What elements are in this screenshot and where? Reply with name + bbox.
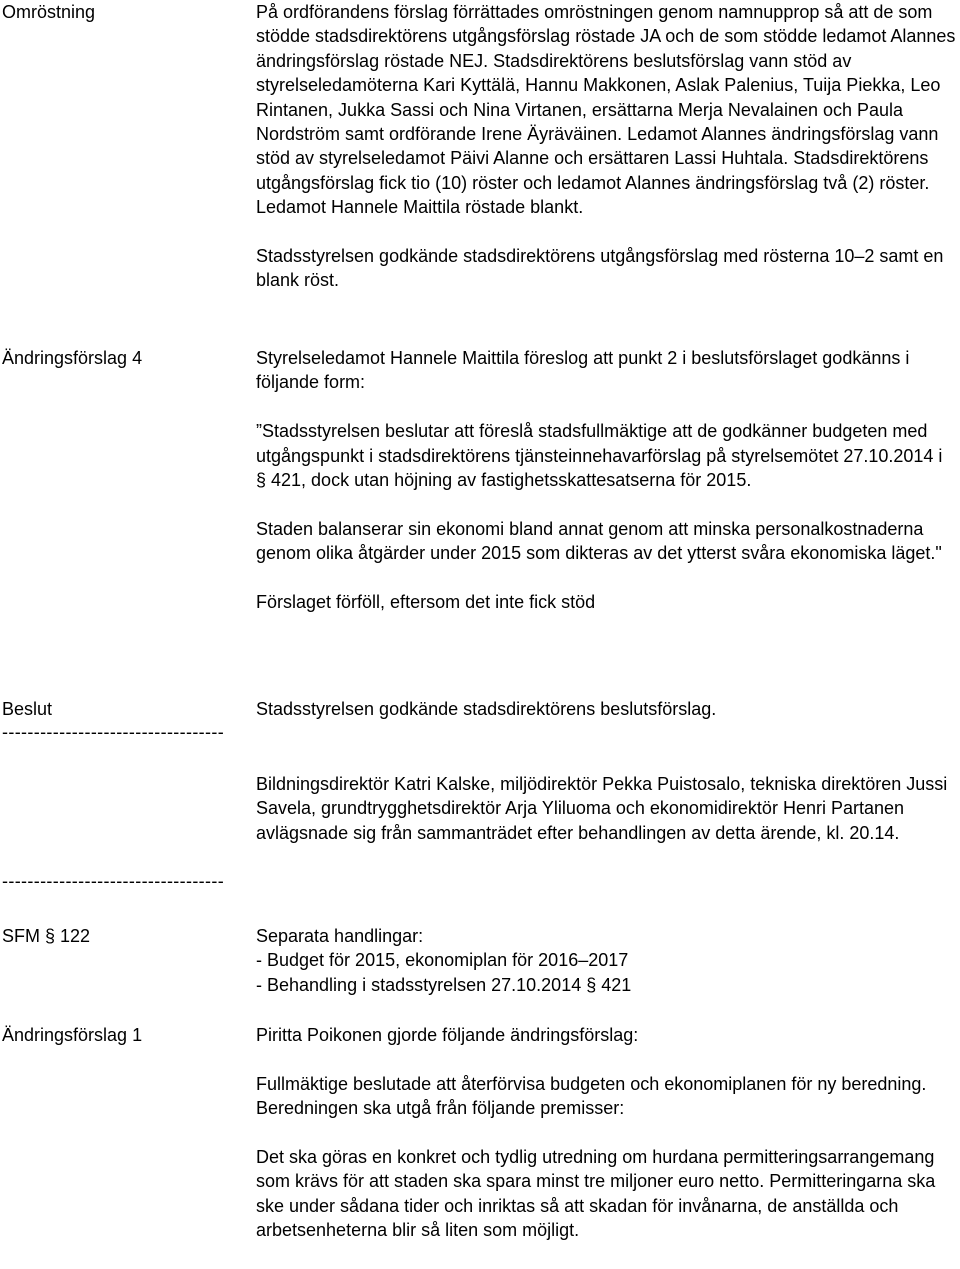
section-body-andringsforslag-4 [256,346,956,614]
voting-paragraph: På ordförandens förslag förrättades omröstningen genom namnupprop så att de som stödde stadsdirektörens utgångsförslag röstade JA och de som stödde ledamot Alannes ändringsförslag röstade NEJ. Stadsdirektörens beslutsförslag vann stöd av styrelseledamöterna Kari Kyttälä, Hannu Makkonen, Aslak Palenius, Tuija Piekka, Leo Rintanen, Jukka Sassi och Nina Virtanen, ersättarna Merja Nevalainen och Paula Nordström samt ordförande Irene Äyräväinen. Ledamot Alannes ändringsförslag vann stöd av styrelseledamot Päivi Alanne och ersättaren Lassi Huhtala. Stadsdirektörens utgångsförslag fick tio (10) röster och ledamot Alannes ändringsförslag två (2) röster. Ledamot Hannele Maittila röstade blankt. [256,2,956,218]
section-body-beslut [256,697,956,721]
separator-line: ----------------------------------- [2,722,225,742]
separate-document-item: - Budget för 2015, ekonomiplan för 2016–2017 [256,950,629,971]
section-label-andringsforslag-4: Ändringsförslag 4 [2,348,143,368]
proposal-outcome-paragraph: Förslaget förföll, eftersom det inte fick stöd [256,592,596,613]
section-body-omrostning [256,0,956,293]
section-body-andringsforslag-1 [256,1023,956,1243]
amendment-intro-paragraph: Piritta Poikonen gjorde följande ändringsförslag: [256,1025,639,1045]
section-label-beslut: Beslut [2,699,53,719]
section-body-sfm-122 [256,924,956,997]
proposal-quote-continuation: Staden balanserar sin ekonomi bland annat genom att minska personalkostnaderna genom olika åtgärder under 2015 som dikteras av det ytterst svåra ekonomiska läget." [256,518,942,564]
section-label-andringsforslag-1: Ändringsförslag 1 [2,1025,143,1045]
proposal-quote-paragraph: ”Stadsstyrelsen beslutar att föreslå stadsfullmäktige att de godkänner budgeten med utgångspunkt i stadsdirektörens tjänsteinnehavarförslag på styrelsemötet 27.10.2014 i § 421, dock utan höjning av fastighetsskattesatserna för 2015. [256,421,943,491]
section-label-sfm-122: SFM § 122 [2,926,91,946]
section-label-omrostning: Omröstning [2,2,96,22]
voting-result-paragraph: Stadsstyrelsen godkände stadsdirektörens utgångsförslag med rösterna 10–2 samt en blank röst. [256,246,944,291]
separator-line: ----------------------------------- [2,871,225,891]
separate-documents-heading: Separata handlingar: [256,926,424,946]
proposal-intro-paragraph: Styrelseledamot Hannele Maittila föreslog att punkt 2 i beslutsförslaget godkänns i följande form: [256,348,910,393]
separate-document-item: - Behandling i stadsstyrelsen 27.10.2014 § 421 [256,974,632,995]
decision-paragraph: Stadsstyrelsen godkände stadsdirektörens beslutsförslag. [256,699,717,719]
amendment-premise-paragraph: Det ska göras en konkret och tydlig utredning om hurdana permitteringsarrangemang som krävs för att staden ska spara minst tre miljoner euro netto. Permitteringarna ska ske under sådana tider och inriktas så att skadan för invånarna, de anställda och arbetsenheterna blir så liten som möjligt. [256,1147,936,1241]
departure-paragraph: Bildningsdirektör Katri Kalske, miljödirektör Pekka Puistosalo, tekniska direktören Jussi Savela, grundtrygghetsdirektör Arja Yliluoma och ekonomidirektör Henri Partanen avlägsnade sig från sammanträdet efter behandlingen av detta ärende, kl. 20.14. [256,774,948,843]
section-body-departure-note [256,772,956,845]
amendment-decision-paragraph: Fullmäktige beslutade att återförvisa budgeten och ekonomiplanen för ny beredning. Beredningen ska utgå från följande premisser: [256,1073,927,1119]
